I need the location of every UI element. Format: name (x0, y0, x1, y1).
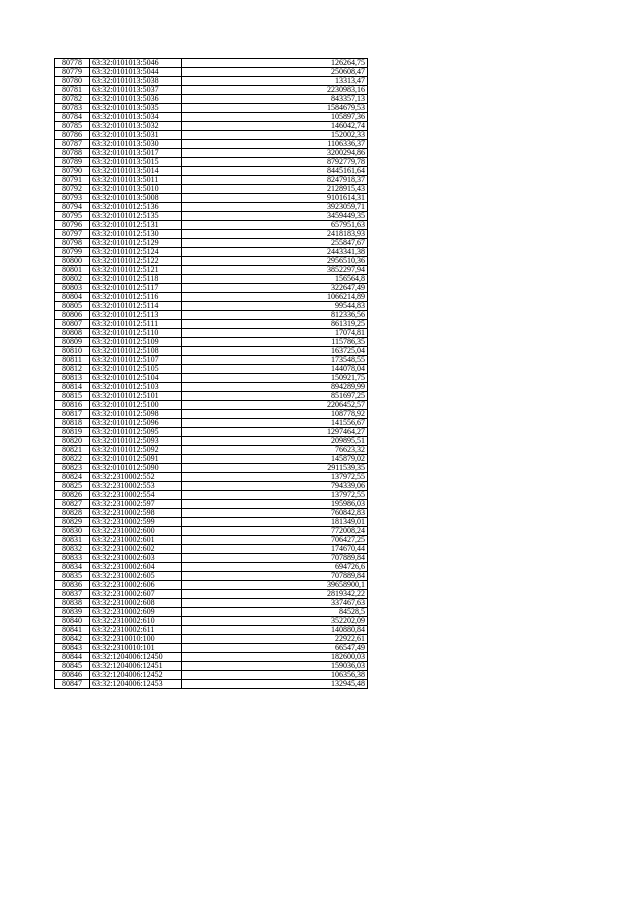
value-cell: 2911539,35 (182, 464, 368, 473)
value-cell: 173548,55 (182, 356, 368, 365)
cadastral-number-cell: 63:32:0101012:5117 (90, 284, 182, 293)
cadastral-number-cell: 63:32:0101012:5129 (90, 239, 182, 248)
cadastral-number-cell: 63:32:2310010:101 (90, 644, 182, 653)
table-row (55, 149, 368, 158)
value-cell: 352202,09 (182, 617, 368, 626)
row-number-cell: 80794 (55, 203, 90, 212)
row-number-cell: 80812 (55, 365, 90, 374)
cadastral-number-cell: 63:32:0101012:5108 (90, 347, 182, 356)
table-row (55, 320, 368, 329)
table-row (55, 455, 368, 464)
value-cell: 3459449,35 (182, 212, 368, 221)
cadastral-number-cell: 63:32:2310002:610 (90, 617, 182, 626)
value-cell: 894289,99 (182, 383, 368, 392)
table-row (55, 599, 368, 608)
table-row (55, 203, 368, 212)
value-cell: 707889,84 (182, 572, 368, 581)
table-row (55, 248, 368, 257)
cadastral-number-cell: 63:32:0101013:5031 (90, 131, 182, 140)
table-row (55, 608, 368, 617)
cadastral-number-cell: 63:32:2310002:611 (90, 626, 182, 635)
value-cell: 861319,25 (182, 320, 368, 329)
table-row (55, 302, 368, 311)
cadastral-number-cell: 63:32:0101013:5037 (90, 86, 182, 95)
row-number-cell: 80792 (55, 185, 90, 194)
table-row (55, 428, 368, 437)
value-cell: 794339,06 (182, 482, 368, 491)
table-row (55, 671, 368, 680)
value-cell: 144078,04 (182, 365, 368, 374)
table-row (55, 59, 368, 68)
value-cell: 115786,35 (182, 338, 368, 347)
value-cell: 159036,03 (182, 662, 368, 671)
table-row (55, 329, 368, 338)
row-number-cell: 80819 (55, 428, 90, 437)
cadastral-number-cell: 63:32:0101012:5121 (90, 266, 182, 275)
value-cell: 152002,33 (182, 131, 368, 140)
cadastral-number-cell: 63:32:2310002:600 (90, 527, 182, 536)
table-row (55, 653, 368, 662)
value-cell: 99544,83 (182, 302, 368, 311)
value-cell: 707889,84 (182, 554, 368, 563)
table-row (55, 104, 368, 113)
cadastral-number-cell: 63:32:0101012:5090 (90, 464, 182, 473)
table-row (55, 122, 368, 131)
table-row (55, 266, 368, 275)
value-cell: 694726,6 (182, 563, 368, 572)
cadastral-number-cell: 63:32:0101013:5044 (90, 68, 182, 77)
value-cell: 851697,25 (182, 392, 368, 401)
table-row (55, 644, 368, 653)
row-number-cell: 80793 (55, 194, 90, 203)
cadastral-number-cell: 63:32:2310002:597 (90, 500, 182, 509)
table-row (55, 446, 368, 455)
table-row (55, 185, 368, 194)
cadastral-number-cell: 63:32:0101013:5014 (90, 167, 182, 176)
row-number-cell: 80780 (55, 77, 90, 86)
row-number-cell: 80827 (55, 500, 90, 509)
value-cell: 108778,92 (182, 410, 368, 419)
value-cell: 706427,25 (182, 536, 368, 545)
cadastral-number-cell: 63:32:0101012:5100 (90, 401, 182, 410)
table-row (55, 617, 368, 626)
table-row (55, 527, 368, 536)
row-number-cell: 80830 (55, 527, 90, 536)
value-cell: 141556,67 (182, 419, 368, 428)
row-number-cell: 80806 (55, 311, 90, 320)
table-row (55, 662, 368, 671)
row-number-cell: 80800 (55, 257, 90, 266)
cadastral-number-cell: 63:32:2310002:604 (90, 563, 182, 572)
value-cell: 2128915,43 (182, 185, 368, 194)
value-cell: 1297464,27 (182, 428, 368, 437)
table-row (55, 77, 368, 86)
table-row (55, 212, 368, 221)
row-number-cell: 80813 (55, 374, 90, 383)
row-number-cell: 80826 (55, 491, 90, 500)
row-number-cell: 80825 (55, 482, 90, 491)
value-cell: 66547,49 (182, 644, 368, 653)
cadastral-number-cell: 63:32:2310002:599 (90, 518, 182, 527)
value-cell: 9101614,31 (182, 194, 368, 203)
cadastral-number-cell: 63:32:2310002:602 (90, 545, 182, 554)
value-cell: 2443341,38 (182, 248, 368, 257)
table-row (55, 500, 368, 509)
row-number-cell: 80788 (55, 149, 90, 158)
row-number-cell: 80779 (55, 68, 90, 77)
row-number-cell: 80815 (55, 392, 90, 401)
cadastral-number-cell: 63:32:0101013:5015 (90, 158, 182, 167)
row-number-cell: 80811 (55, 356, 90, 365)
cadastral-number-cell: 63:32:0101013:5011 (90, 176, 182, 185)
cadastral-number-cell: 63:32:0101013:5035 (90, 104, 182, 113)
value-cell: 132945,48 (182, 680, 368, 689)
row-number-cell: 80804 (55, 293, 90, 302)
row-number-cell: 80832 (55, 545, 90, 554)
row-number-cell: 80808 (55, 329, 90, 338)
value-cell: 105897,36 (182, 113, 368, 122)
table-body (55, 59, 368, 689)
row-number-cell: 80821 (55, 446, 90, 455)
value-cell: 2230983,16 (182, 86, 368, 95)
row-number-cell: 80845 (55, 662, 90, 671)
value-cell: 760842,83 (182, 509, 368, 518)
cadastral-number-cell: 63:32:0101012:5095 (90, 428, 182, 437)
value-cell: 76623,32 (182, 446, 368, 455)
row-number-cell: 80823 (55, 464, 90, 473)
table-row (55, 410, 368, 419)
cadastral-number-cell: 63:32:0101012:5122 (90, 257, 182, 266)
row-number-cell: 80829 (55, 518, 90, 527)
row-number-cell: 80817 (55, 410, 90, 419)
table-row (55, 113, 368, 122)
table-row (55, 230, 368, 239)
value-cell: 322647,49 (182, 284, 368, 293)
row-number-cell: 80799 (55, 248, 90, 257)
cadastral-number-cell: 63:32:0101013:5046 (90, 59, 182, 68)
value-cell: 3923059,71 (182, 203, 368, 212)
table-row (55, 383, 368, 392)
row-number-cell: 80803 (55, 284, 90, 293)
cadastral-number-cell: 63:32:0101012:5130 (90, 230, 182, 239)
table-row (55, 275, 368, 284)
cadastral-number-cell: 63:32:2310002:607 (90, 590, 182, 599)
row-number-cell: 80839 (55, 608, 90, 617)
row-number-cell: 80809 (55, 338, 90, 347)
row-number-cell: 80796 (55, 221, 90, 230)
cadastral-number-cell: 63:32:0101012:5092 (90, 446, 182, 455)
value-cell: 84528,5 (182, 608, 368, 617)
value-cell: 145879,02 (182, 455, 368, 464)
row-number-cell: 80785 (55, 122, 90, 131)
cadastral-number-cell: 63:32:0101012:5109 (90, 338, 182, 347)
cadastral-number-cell: 63:32:0101013:5038 (90, 77, 182, 86)
table-row (55, 374, 368, 383)
cadastral-number-cell: 63:32:0101012:5124 (90, 248, 182, 257)
row-number-cell: 80797 (55, 230, 90, 239)
row-number-cell: 80820 (55, 437, 90, 446)
table-row (55, 293, 368, 302)
value-cell: 13313,47 (182, 77, 368, 86)
row-number-cell: 80828 (55, 509, 90, 518)
cadastral-number-cell: 63:32:0101013:5034 (90, 113, 182, 122)
table-row (55, 158, 368, 167)
value-cell: 39658900,1 (182, 581, 368, 590)
row-number-cell: 80791 (55, 176, 90, 185)
value-cell: 1106336,37 (182, 140, 368, 149)
value-cell: 2418183,93 (182, 230, 368, 239)
cadastral-number-cell: 63:32:0101012:5114 (90, 302, 182, 311)
row-number-cell: 80802 (55, 275, 90, 284)
cadastral-number-cell: 63:32:0101012:5113 (90, 311, 182, 320)
table-row (55, 95, 368, 104)
cadastral-number-cell: 63:32:2310002:601 (90, 536, 182, 545)
value-cell: 8247918,37 (182, 176, 368, 185)
value-cell: 137972,55 (182, 491, 368, 500)
table-row (55, 590, 368, 599)
table-row (55, 140, 368, 149)
row-number-cell: 80843 (55, 644, 90, 653)
cadastral-number-cell: 63:32:0101012:5104 (90, 374, 182, 383)
table-row (55, 680, 368, 689)
value-cell: 209895,51 (182, 437, 368, 446)
table-row (55, 167, 368, 176)
table-row (55, 491, 368, 500)
cadastral-number-cell: 63:32:0101012:5105 (90, 365, 182, 374)
table-row (55, 464, 368, 473)
value-cell: 106356,38 (182, 671, 368, 680)
table-row (55, 563, 368, 572)
row-number-cell: 80790 (55, 167, 90, 176)
cadastral-number-cell: 63:32:0101012:5096 (90, 419, 182, 428)
value-cell: 146042,74 (182, 122, 368, 131)
table-row (55, 473, 368, 482)
row-number-cell: 80781 (55, 86, 90, 95)
cadastral-number-cell: 63:32:1204006:12452 (90, 671, 182, 680)
cadastral-number-cell: 63:32:0101013:5017 (90, 149, 182, 158)
row-number-cell: 80818 (55, 419, 90, 428)
value-cell: 2206452,57 (182, 401, 368, 410)
value-cell: 195986,03 (182, 500, 368, 509)
row-number-cell: 80837 (55, 590, 90, 599)
table-row (55, 365, 368, 374)
cadastral-value-table (54, 58, 368, 689)
row-number-cell: 80783 (55, 104, 90, 113)
value-cell: 772008,24 (182, 527, 368, 536)
value-cell: 182600,03 (182, 653, 368, 662)
cadastral-number-cell: 63:32:0101012:5101 (90, 392, 182, 401)
value-cell: 2956510,36 (182, 257, 368, 266)
row-number-cell: 80822 (55, 455, 90, 464)
table-row (55, 626, 368, 635)
table-row (55, 572, 368, 581)
table-row (55, 356, 368, 365)
row-number-cell: 80810 (55, 347, 90, 356)
row-number-cell: 80807 (55, 320, 90, 329)
value-cell: 174670,44 (182, 545, 368, 554)
cadastral-number-cell: 63:32:2310002:552 (90, 473, 182, 482)
value-cell: 8445161,64 (182, 167, 368, 176)
cadastral-number-cell: 63:32:2310002:603 (90, 554, 182, 563)
value-cell: 255847,67 (182, 239, 368, 248)
cadastral-number-cell: 63:32:0101013:5008 (90, 194, 182, 203)
cadastral-number-cell: 63:32:1204006:12453 (90, 680, 182, 689)
row-number-cell: 80801 (55, 266, 90, 275)
value-cell: 150921,75 (182, 374, 368, 383)
table-row (55, 419, 368, 428)
cadastral-number-cell: 63:32:0101012:5111 (90, 320, 182, 329)
table-row (55, 581, 368, 590)
cadastral-number-cell: 63:32:2310002:606 (90, 581, 182, 590)
cadastral-number-cell: 63:32:0101012:5118 (90, 275, 182, 284)
value-cell: 3200294,86 (182, 149, 368, 158)
cadastral-number-cell: 63:32:0101012:5135 (90, 212, 182, 221)
table-row (55, 392, 368, 401)
table-row (55, 545, 368, 554)
row-number-cell: 80844 (55, 653, 90, 662)
cadastral-number-cell: 63:32:2310002:609 (90, 608, 182, 617)
value-cell: 137972,55 (182, 473, 368, 482)
row-number-cell: 80805 (55, 302, 90, 311)
cadastral-number-cell: 63:32:0101012:5098 (90, 410, 182, 419)
value-cell: 17074,81 (182, 329, 368, 338)
cadastral-number-cell: 63:32:0101012:5110 (90, 329, 182, 338)
table-row (55, 221, 368, 230)
cadastral-number-cell: 63:32:2310002:554 (90, 491, 182, 500)
cadastral-number-cell: 63:32:0101013:5030 (90, 140, 182, 149)
cadastral-number-cell: 63:32:0101012:5093 (90, 437, 182, 446)
table-row (55, 257, 368, 266)
table-row (55, 437, 368, 446)
table-row (55, 635, 368, 644)
value-cell: 8792779,78 (182, 158, 368, 167)
row-number-cell: 80833 (55, 554, 90, 563)
table-row (55, 194, 368, 203)
cadastral-number-cell: 63:32:2310002:598 (90, 509, 182, 518)
value-cell: 140880,84 (182, 626, 368, 635)
row-number-cell: 80841 (55, 626, 90, 635)
value-cell: 2819342,22 (182, 590, 368, 599)
table-row (55, 239, 368, 248)
table-row (55, 482, 368, 491)
row-number-cell: 80814 (55, 383, 90, 392)
cadastral-number-cell: 63:32:1204006:12450 (90, 653, 182, 662)
row-number-cell: 80840 (55, 617, 90, 626)
value-cell: 250608,47 (182, 68, 368, 77)
cadastral-number-cell: 63:32:0101013:5032 (90, 122, 182, 131)
cadastral-number-cell: 63:32:0101013:5036 (90, 95, 182, 104)
table-row (55, 311, 368, 320)
table-row (55, 401, 368, 410)
table-row (55, 284, 368, 293)
cadastral-number-cell: 63:32:0101012:5103 (90, 383, 182, 392)
row-number-cell: 80831 (55, 536, 90, 545)
value-cell: 1584679,53 (182, 104, 368, 113)
cadastral-number-cell: 63:32:2310002:608 (90, 599, 182, 608)
row-number-cell: 80816 (55, 401, 90, 410)
row-number-cell: 80847 (55, 680, 90, 689)
value-cell: 163725,04 (182, 347, 368, 356)
row-number-cell: 80836 (55, 581, 90, 590)
value-cell: 3852297,94 (182, 266, 368, 275)
table-row (55, 131, 368, 140)
cadastral-number-cell: 63:32:2310010:100 (90, 635, 182, 644)
row-number-cell: 80795 (55, 212, 90, 221)
cadastral-number-cell: 63:32:0101012:5131 (90, 221, 182, 230)
row-number-cell: 80798 (55, 239, 90, 248)
cadastral-number-cell: 63:32:0101012:5107 (90, 356, 182, 365)
table-row (55, 86, 368, 95)
cadastral-number-cell: 63:32:0101013:5010 (90, 185, 182, 194)
value-cell: 181349,01 (182, 518, 368, 527)
row-number-cell: 80842 (55, 635, 90, 644)
table-row (55, 509, 368, 518)
value-cell: 156564,8 (182, 275, 368, 284)
value-cell: 843357,13 (182, 95, 368, 104)
row-number-cell: 80789 (55, 158, 90, 167)
row-number-cell: 80787 (55, 140, 90, 149)
value-cell: 22922,61 (182, 635, 368, 644)
table-row (55, 68, 368, 77)
row-number-cell: 80778 (55, 59, 90, 68)
cadastral-number-cell: 63:32:0101012:5136 (90, 203, 182, 212)
cadastral-number-cell: 63:32:2310002:553 (90, 482, 182, 491)
row-number-cell: 80834 (55, 563, 90, 572)
value-cell: 1066214,89 (182, 293, 368, 302)
row-number-cell: 80784 (55, 113, 90, 122)
table-row (55, 536, 368, 545)
row-number-cell: 80824 (55, 473, 90, 482)
row-number-cell: 80835 (55, 572, 90, 581)
value-cell: 657951,63 (182, 221, 368, 230)
table-row (55, 554, 368, 563)
cadastral-number-cell: 63:32:0101012:5091 (90, 455, 182, 464)
value-cell: 812336,56 (182, 311, 368, 320)
row-number-cell: 80782 (55, 95, 90, 104)
cadastral-number-cell: 63:32:1204006:12451 (90, 662, 182, 671)
row-number-cell: 80846 (55, 671, 90, 680)
row-number-cell: 80786 (55, 131, 90, 140)
table-row (55, 176, 368, 185)
cadastral-number-cell: 63:32:2310002:605 (90, 572, 182, 581)
table-row (55, 347, 368, 356)
row-number-cell: 80838 (55, 599, 90, 608)
value-cell: 126264,75 (182, 59, 368, 68)
value-cell: 337467,63 (182, 599, 368, 608)
cadastral-number-cell: 63:32:0101012:5116 (90, 293, 182, 302)
table-row (55, 518, 368, 527)
table-row (55, 338, 368, 347)
